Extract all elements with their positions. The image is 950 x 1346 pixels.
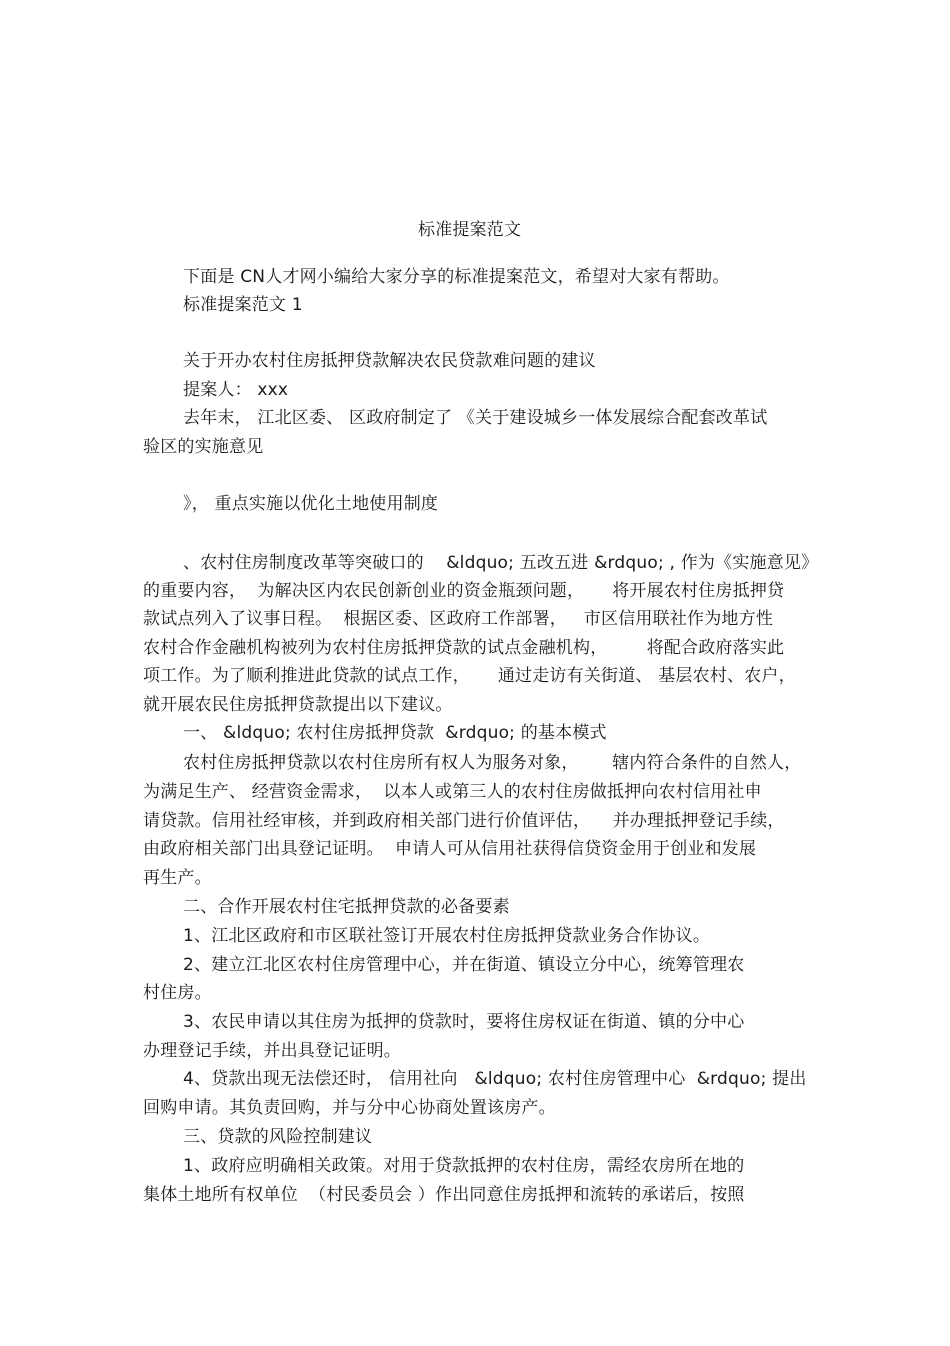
paragraph-line: 再生产。 [143, 868, 212, 888]
paragraph-line: 款试点列入了议事日程。 根据区委、区政府工作部署， 市区信用联社作为地方性 [143, 609, 774, 629]
paragraph-line: 请贷款。信用社经审核，并到政府相关部门进行价值评估， 并办理抵押登记手续， [143, 811, 785, 831]
document-title: 标准提案范文 [418, 220, 522, 240]
list-item: 1、政府应明确相关政策。对用于贷款抵押的农村住房，需经农房所在地的 [183, 1156, 745, 1176]
subsection-heading: 二、合作开展农村住宅抵押贷款的必备要素 [183, 897, 510, 917]
paragraph-line: 农村住房抵押贷款以农村住房所有权人为服务对象， 辖内符合条件的自然人， [183, 753, 802, 773]
subsection-heading: 一、 &ldquo; 农村住房抵押贷款 &rdquo; 的基本模式 [183, 723, 607, 743]
paragraph-line: 由政府相关部门出具登记证明。 申请人可从信用社获得信贷资金用于创业和发展 [143, 839, 757, 859]
subsection-heading: 三、贷款的风险控制建议 [183, 1127, 373, 1147]
list-item-continued: 办理登记手续，并出具登记证明。 [143, 1041, 401, 1061]
list-item: 1、江北区政府和市区联社签订开展农村住房抵押贷款业务合作协议。 [183, 926, 711, 946]
proposal-title: 关于开办农村住房抵押贷款解决农民贷款难问题的建议 [183, 351, 596, 371]
paragraph-line: 项工作。为了顺利推进此贷款的试点工作， 通过走访有关街道、 基层农村、农户， [143, 666, 796, 686]
paragraph-line: 的重要内容， 为解决区内农民创新创业的资金瓶颈问题， 将开展农村住房抵押贷 [143, 581, 785, 601]
paragraph-line: 就开展农民住房抵押贷款提出以下建议。 [143, 695, 453, 715]
list-item: 2、建立江北区农村住房管理中心，并在街道、镇设立分中心，统筹管理农 [183, 955, 745, 975]
paragraph-line: 验区的实施意见 [143, 437, 264, 457]
list-item-continued: 村住房。 [143, 983, 212, 1003]
proposer: 提案人： xxx [183, 380, 289, 400]
paragraph-line: 》， 重点实施以优化土地使用制度 [183, 494, 439, 514]
list-item: 4、贷款出现无法偿还时， 信用社向 &ldquo; 农村住房管理中心 &rdquo; 提出 [183, 1069, 807, 1089]
list-item-continued: 集体土地所有权单位 （村民委员会 ）作出同意住房抵押和流转的承诺后，按照 [143, 1185, 745, 1205]
paragraph-line: 、农村住房制度改革等突破口的 &ldquo; 五改五进 &rdquo; , 作为《实施意见》 [183, 553, 819, 573]
paragraph-line: 去年末， 江北区委、 区政府制定了 《关于建设城乡一体发展综合配套改革试 [183, 408, 768, 428]
paragraph-line: 农村合作金融机构被列为农村住房抵押贷款的试点金融机构， 将配合政府落实此 [143, 638, 785, 658]
paragraph-line: 为满足生产、 经营资金需求， 以本人或第三人的农村住房做抵押向农村信用社申 [143, 782, 762, 802]
section-heading: 标准提案范文 1 [183, 295, 303, 315]
list-item: 3、农民申请以其住房为抵押的贷款时，要将住房权证在街道、镇的分中心 [183, 1012, 745, 1032]
intro-line: 下面是 CN人才网小编给大家分享的标准提案范文，希望对大家有帮助。 [183, 267, 730, 287]
list-item-continued: 回购申请。其负责回购，并与分中心协商处置该房产。 [143, 1098, 556, 1118]
